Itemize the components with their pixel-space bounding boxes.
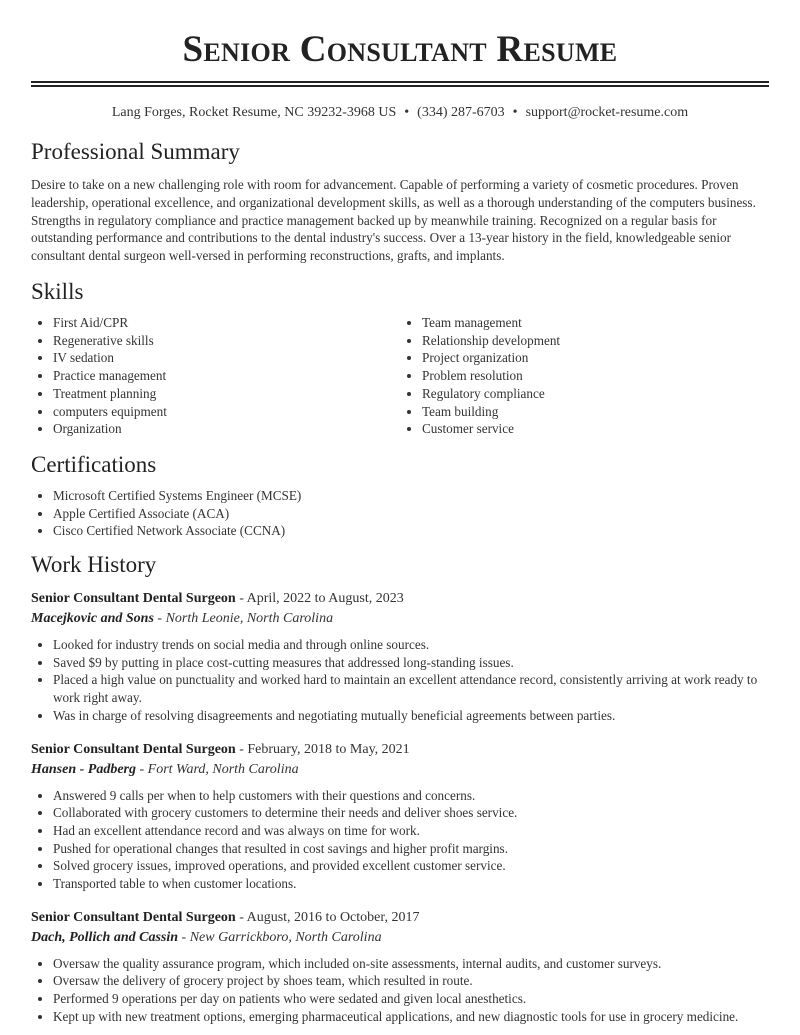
certifications-list <box>31 487 769 540</box>
job-dates: February, 2018 to May, 2021 <box>247 741 410 757</box>
job-company-line: Macejkovic and Sons - North Leonie, North Carolina <box>31 611 334 627</box>
contact-separator: • <box>512 105 518 120</box>
job-title-line: Senior Consultant Dental Surgeon - February, 2018 to May, 2021 <box>31 741 410 757</box>
skill-item: • IV sedation <box>53 349 400 367</box>
contact-email: support@rocket-resume.com <box>525 105 689 120</box>
skill-item: • Organization <box>53 420 400 438</box>
skill-item: • Problem resolution <box>422 367 769 385</box>
skill-item: • Treatment planning <box>53 385 400 403</box>
work-history-heading: Work History <box>31 552 157 578</box>
job-entry <box>31 740 769 893</box>
certification-item: • Apple Certified Associate (ACA) <box>53 505 769 523</box>
job-company: Hansen - Padberg <box>31 761 136 777</box>
work-history-section <box>31 551 769 1026</box>
job-bullet: • Had an excellent attendance record and was always on time for work. <box>53 822 769 840</box>
summary-text: Desire to take on a new challenging role with room for advancement. Capable of performing a variety of cosmetic procedures. Proven leadership, operational excellence, and organizational development skills, as well as a thorough understanding of the computers business. Strengths in regulatory compliance and practice management backed up by meanwhile training. Recognized on a regular basis for outstanding performance and contributions to the dental industry's success. Over a 13-year history in the field, knowledgeable senior consultant dental surgeon well-versed in performing reconstructions, grafts, and implants. <box>31 177 756 264</box>
contact-address: Lang Forges, Rocket Resume, NC 39232-3968 US <box>111 105 397 120</box>
job-bullet: • Oversaw the quality assurance program, which included on-site assessments, internal audits, and customer surveys. <box>53 955 769 973</box>
certification-item: • Cisco Certified Network Associate (CCNA) <box>53 522 769 540</box>
job-bullet: • Kept up with new treatment options, emerging pharmaceutical applications, and new diagnostic tools for use in grocery medicine. <box>53 1008 769 1026</box>
job-bullet: • Saved $9 by putting in place cost-cutting measures that addressed long-standing issues. <box>53 654 769 672</box>
skill-item: • Customer service <box>422 420 769 438</box>
skill-item: • Regenerative skills <box>53 332 400 350</box>
skill-item: • Project organization <box>422 349 769 367</box>
skills-section <box>31 278 769 438</box>
skill-item: • Team building <box>422 403 769 421</box>
skill-item: • computers equipment <box>53 403 400 421</box>
job-bullet: • Pushed for operational changes that resulted in cost savings and higher profit margins. <box>53 840 769 858</box>
job-bullet: • Placed a high value on punctuality and worked hard to maintain an excellent attendance record, consistently arriving at work ready to work right away. <box>53 671 769 706</box>
certifications-section <box>31 451 769 540</box>
skill-item: • Relationship development <box>422 332 769 350</box>
job-company: Dach, Pollich and Cassin <box>31 929 179 945</box>
job-title-line: Senior Consultant Dental Surgeon - August, 2016 to October, 2017 <box>31 909 420 925</box>
job-bullet: • Collaborated with grocery customers to determine their needs and deliver shoes service. <box>53 804 769 822</box>
job-bullet: • Looked for industry trends on social media and through online sources. <box>53 636 769 654</box>
job-title: Senior Consultant Dental Surgeon <box>31 591 236 607</box>
job-location: Fort Ward, North Carolina <box>147 761 299 777</box>
skills-heading: Skills <box>31 278 84 304</box>
job-company-line: Hansen - Padberg - Fort Ward, North Carolina <box>31 761 299 777</box>
contact-phone: (334) 287-6703 <box>417 105 505 120</box>
job-location: North Leonie, North Carolina <box>165 611 334 627</box>
skill-item: • Regulatory compliance <box>422 385 769 403</box>
job-bullet: • Performed 9 operations per day on patients who were sedated and given local anesthetics. <box>53 990 769 1008</box>
title-divider <box>31 81 769 87</box>
job-bullet: • Oversaw the delivery of grocery project by shoes team, which resulted in route. <box>53 972 769 990</box>
summary-section <box>31 138 769 265</box>
job-title: Senior Consultant Dental Surgeon <box>31 909 236 925</box>
job-dates: August, 2016 to October, 2017 <box>246 909 420 925</box>
summary-heading: Professional Summary <box>31 139 240 164</box>
job-title: Senior Consultant Dental Surgeon <box>31 741 236 757</box>
job-bullet: • Was in charge of resolving disagreements and negotiating mutually beneficial agreements between parties. <box>53 707 769 725</box>
job-bullets <box>31 636 769 725</box>
job-bullets <box>31 787 769 893</box>
contact-separator: • <box>404 105 410 120</box>
job-company: Macejkovic and Sons <box>31 611 154 627</box>
skills-list-right <box>400 314 769 438</box>
job-entry <box>31 589 769 725</box>
contact-line <box>31 103 769 123</box>
skill-item: • Practice management <box>53 367 400 385</box>
job-company-line: Dach, Pollich and Cassin - New Garrickboro, North Carolina <box>31 929 382 945</box>
skills-columns <box>31 314 769 438</box>
job-bullet: • Transported table to when customer locations. <box>53 875 769 893</box>
skill-item: • First Aid/CPR <box>53 314 400 332</box>
job-title-line: Senior Consultant Dental Surgeon - April, 2022 to August, 2023 <box>31 591 404 607</box>
resume-title: Senior Consultant Resume <box>182 29 618 70</box>
certification-item: • Microsoft Certified Systems Engineer (MCSE) <box>53 487 769 505</box>
skills-list-left <box>31 314 400 438</box>
skill-item: • Team management <box>422 314 769 332</box>
job-bullets <box>31 955 769 1026</box>
job-bullet: • Solved grocery issues, improved operations, and provided excellent customer service. <box>53 857 769 875</box>
job-dates: April, 2022 to August, 2023 <box>246 591 404 607</box>
job-bullet: • Answered 9 calls per when to help customers with their questions and concerns. <box>53 787 769 805</box>
certifications-heading: Certifications <box>31 451 157 477</box>
job-entry <box>31 908 769 1026</box>
job-location: New Garrickboro, North Carolina <box>189 929 382 945</box>
